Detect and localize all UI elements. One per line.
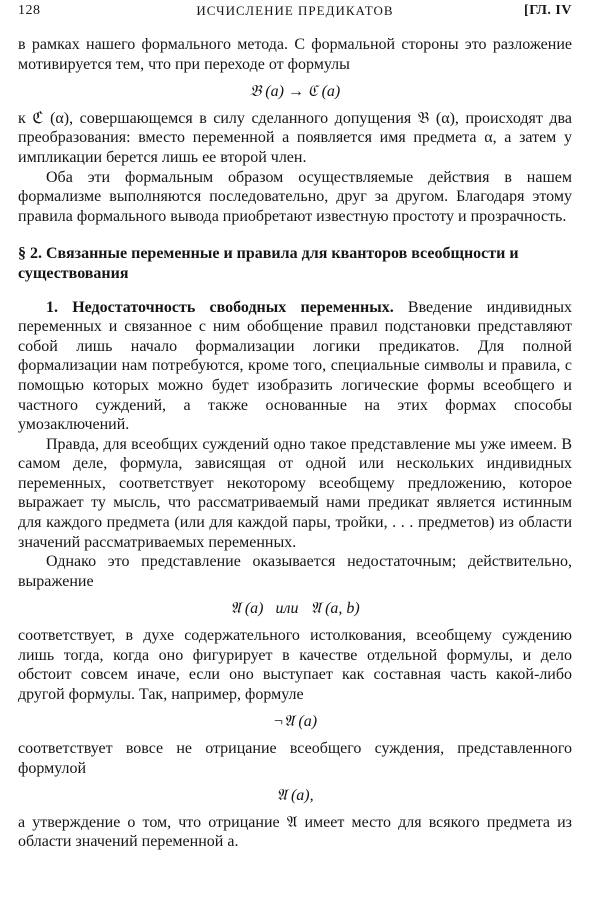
paragraph-3: Оба эти формальным образом осуществляемые действия в нашем формализме выполняются последовательно, друг за другом. Благодаря этому правила формального вывода приобретают известную простоту и прозрачность.: [18, 168, 572, 225]
chapter-label: [ГЛ. IV: [524, 3, 572, 18]
paragraph-2: к ℭ (α), совершающемся в силу сделанного допущения 𝔅 (α), происходят два преобразования: вместо переменной a появляется имя предмета α, а затем у импликации берется лишь ее второй член.: [18, 109, 572, 166]
paragraph-5: Правда, для всеобщих суждений одно такое представление мы уже имеем. В самом деле, формула, зависящая от одной или нескольких индивидных переменных, соответствует некоторому всеобщему предложению, которое выражает ту мысль, что рассматриваемый нами предикат является истинным для каждого предмета (или для каждой пары, тройки, . . . предметов) из области значений рассматриваемых переменных.: [18, 435, 572, 551]
formula-a-or-ab: 𝔄 (a) или 𝔄 (a, b): [230, 600, 360, 618]
paragraph-4-text: Введение индивидных переменных и связанное с ним обобщение правил подстановки представляют собой лишь начало формализации логики предикатов. Для полной формализации нам потребуются, кроме того, специальные символы и правила, с помощью которых можно будет изобразить логические формы всеобщего и частного суждений, а также основанные на этих формах способы умозаключений.: [18, 298, 572, 434]
running-header: [18, 3, 572, 25]
running-title: ИСЧИСЛЕНИЕ ПРЕДИКАТОВ: [196, 3, 394, 18]
paragraph-8: соответствует вовсе не отрицание всеобщего суждения, представленного формулой: [18, 740, 572, 777]
formula-a: 𝔄 (a),: [276, 787, 314, 805]
subsection-heading: 1. Недостаточность свободных переменных.: [46, 298, 394, 316]
formula-implication: 𝔅 (a) → ℭ (a): [249, 83, 341, 101]
page-body: [18, 35, 572, 852]
paragraph-7: соответствует, в духе содержательного истолкования, всеобщему суждению лишь тогда, когда оно фигурирует в качестве отдельной формулы, и дело обстоит совсем иначе, если оно выступает как составная часть какой-либо другой формулы. Так, например, формуле: [18, 627, 572, 703]
paragraph-9: а утверждение о том, что отрицание 𝔄 имеет место для всякого предмета из области значений переменной a.: [18, 813, 572, 851]
page-number: 128: [18, 3, 41, 18]
paragraph-4: [18, 298, 572, 435]
formula-negation: ¬𝔄 (a): [272, 713, 318, 731]
paragraph-1: в рамках нашего формального метода. С формальной стороны это разложение мотивируется тем, что при переходе от формулы: [18, 36, 572, 73]
paragraph-6: Однако это представление оказывается недостаточным; действительно, выражение: [18, 553, 572, 590]
section-title: § 2. Связанные переменные и правила для кванторов всеобщности и существования: [18, 245, 519, 282]
